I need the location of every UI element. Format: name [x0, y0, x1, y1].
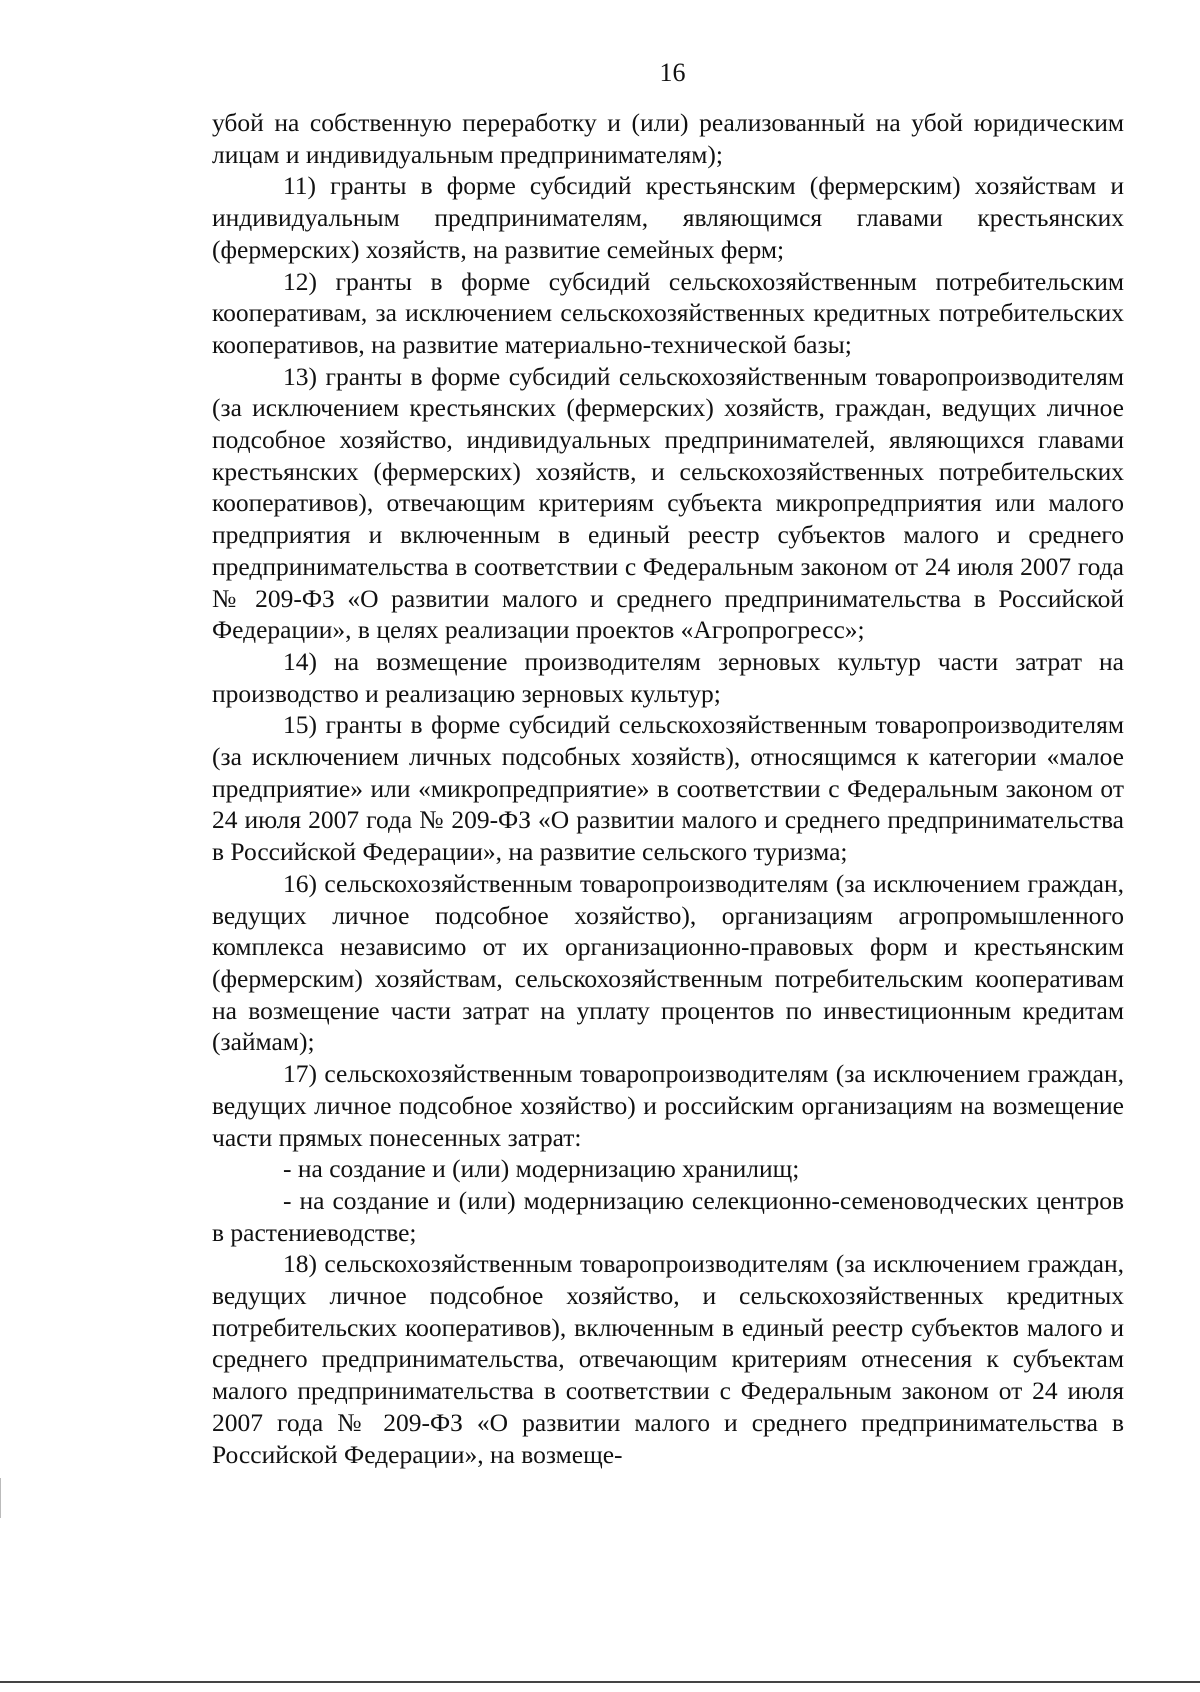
scan-bottom-edge: [0, 1681, 1200, 1683]
paragraph-continuation: убой на собственную переработку и (или) реализованный на убой юридическим лицам и индивидуальным предпринимателям);: [212, 108, 1124, 169]
list-item-16: 16) сельскохозяйственным товаропроизводителям (за исключением граждан, ведущих личное подсобное хозяйство), организациям агропромышленного комплекса независимо от их организационно-правовых форм и крестьянским (фермерским) хозяйствам, сельскохозяйственным потребительским кооперативам на возмещение части затрат на уплату процентов по инвестиционным кредитам (займам);: [212, 868, 1124, 1057]
sub-item-breeding-centers: - на создание и (или) модернизацию селекционно-семеноводческих центров в растениеводстве;: [212, 1185, 1124, 1247]
list-item-12: 12) гранты в форме субсидий сельскохозяйственным потребительским кооперативам, за исключением сельскохозяйственных кредитных потребительских кооперативов, на развитие материально-технической базы;: [212, 266, 1124, 359]
list-item-17: 17) сельскохозяйственным товаропроизводителям (за исключением граждан, ведущих личное подсобное хозяйство) и российским организациям на возмещение части прямых понесенных затрат:: [212, 1059, 1124, 1152]
list-item-13: 13) гранты в форме субсидий сельскохозяйственным товаропроизводителям (за исключением крестьянских (фермерских) хозяйств, граждан, ведущих личное подсобное хозяйство, индивидуальных предпринимателей, являющихся главами крестьянских (фермерских) хозяйств, и сельскохозяйственных потребительских кооперативов), отвечающим критериям субъекта микропредприятия или малого предприятия и включенным в единый реестр субъектов малого и среднего предпринимательства в соответствии с Федеральным законом от 24 июля 2007 года № 209-ФЗ «О развитии малого и среднего предпринимательства в Российской Федерации», в целях реализации проектов «Агропрогресс»;: [212, 361, 1124, 645]
list-item-15: 15) гранты в форме субсидий сельскохозяйственным товаропроизводителям (за исключением личных подсобных хозяйств), относящимся к категории «малое предприятие» или «микропредприятие» в соответствии с Федеральным законом от 24 июля 2007 года № 209-ФЗ «О развитии малого и среднего предпринимательства в Российской Федерации», на развитие сельского туризма;: [212, 710, 1124, 867]
scan-mark: [0, 1478, 1, 1518]
list-item-14: 14) на возмещение производителям зерновых культур части затрат на производство и реализацию зерновых культур;: [212, 646, 1124, 708]
document-body: [212, 107, 1124, 1470]
page-number: 16: [659, 58, 686, 87]
sub-item-storage: - на создание и (или) модернизацию хранилищ;: [283, 1154, 800, 1184]
list-item-11: 11) гранты в форме субсидий крестьянским (фермерским) хозяйствам и индивидуальным предпринимателям, являющимся главами крестьянских (фермерских) хозяйств, на развитие семейных ферм;: [212, 171, 1124, 264]
list-item-18: 18) сельскохозяйственным товаропроизводителям (за исключением граждан, ведущих личное подсобное хозяйство, и сельскохозяйственных кредитных потребительских кооперативов), включенным в единый реестр субъектов малого и среднего предпринимательства, отвечающим критериям отнесения к субъектам малого предпринимательства в соответствии с Федеральным законом от 24 июля 2007 года № 209-ФЗ «О развитии малого и среднего предпринимательства в Российской Федерации», на возмеще-: [212, 1249, 1124, 1469]
